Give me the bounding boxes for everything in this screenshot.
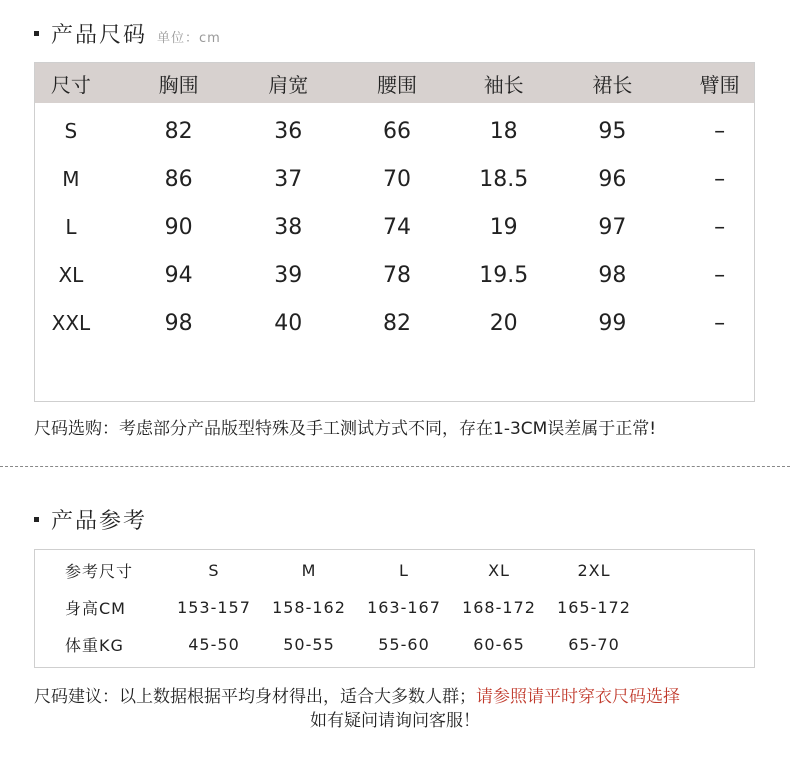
table-cell: – [714,118,726,144]
table-cell: 19 [489,214,518,240]
table-cell: 165-172 [557,597,631,617]
row-label: 参考尺寸 [65,561,134,581]
table-cell: 82 [164,118,193,144]
table-cell: 163-167 [367,597,441,617]
ref-section-title: 产品参考 [51,509,148,534]
table-cell: 40 [274,310,303,336]
size-unit-label: 单位：cm [157,31,221,46]
table-cell: 18 [489,118,518,144]
table-cell: 90 [164,214,193,240]
bullet-icon [34,517,39,522]
table-cell: 70 [382,166,411,192]
size-table-body [35,103,754,347]
table-cell: 50-55 [283,634,335,654]
table-cell: S [64,119,78,143]
advice-text: 尺码建议：以上数据根据平均身材得出，适合大多数人群； [34,687,476,707]
table-cell: – [714,262,726,288]
table-row [35,203,754,251]
table-cell: M [301,560,317,580]
header-cell: 尺寸 [50,72,91,97]
table-row [35,251,754,299]
dashed-divider [0,466,790,467]
table-cell: 94 [164,262,193,288]
table-cell: 95 [598,118,627,144]
table-cell: 153-157 [177,597,251,617]
reference-table [34,549,755,668]
contact-note: 如有疑问请询问客服！ [310,711,480,731]
table-row [35,107,754,155]
table-cell: 37 [274,166,303,192]
table-cell: – [714,214,726,240]
table-cell: 36 [274,118,303,144]
size-selection-note: 尺码选购：考虑部分产品版型特殊及手工测试方式不同，存在1-3CM误差属于正常! [34,419,657,439]
table-cell: 66 [382,118,411,144]
table-cell: 20 [489,310,518,336]
table-cell: L [65,215,77,239]
table-cell: – [714,166,726,192]
table-cell: 55-60 [378,634,430,654]
table-cell: S [208,560,220,580]
row-label: 身高CM [65,598,126,618]
bullet-icon [34,31,39,36]
table-cell: 158-162 [272,597,346,617]
table-cell: 19.5 [479,262,529,288]
table-cell: – [714,310,726,336]
table-cell: L [399,560,409,580]
table-cell: 74 [382,214,411,240]
table-cell: 99 [598,310,627,336]
header-cell: 肩宽 [268,72,309,97]
header-cell: 臂围 [699,72,740,97]
size-table-header [35,63,754,103]
table-cell: 97 [598,214,627,240]
table-cell: XL [488,560,510,580]
header-cell: 胸围 [158,72,199,97]
table-cell: 98 [598,262,627,288]
table-row [35,155,754,203]
table-cell: 78 [382,262,411,288]
size-table [34,62,755,402]
header-cell: 腰围 [376,72,417,97]
advice-highlight: 请参照请平时穿衣尺码选择 [476,687,680,707]
table-cell: M [62,167,80,191]
size-section-title: 产品尺码 [51,23,148,48]
row-label: 体重KG [65,635,124,655]
header-cell: 裙长 [592,72,633,97]
table-row [35,299,754,347]
table-cell: 18.5 [479,166,529,192]
table-cell: 38 [274,214,303,240]
ref-section-header [34,504,147,535]
table-cell: 65-70 [568,634,620,654]
size-section-header [34,18,221,49]
table-cell: 2XL [577,560,611,580]
table-cell: 86 [164,166,193,192]
table-cell: 98 [164,310,193,336]
size-advice-note [34,682,680,707]
table-cell: 96 [598,166,627,192]
header-cell: 袖长 [483,72,524,97]
table-cell: 168-172 [462,597,536,617]
table-cell: XXL [51,311,91,335]
table-cell: XL [58,263,84,287]
table-cell: 60-65 [473,634,525,654]
table-cell: 45-50 [188,634,240,654]
table-cell: 82 [382,310,411,336]
table-cell: 39 [274,262,303,288]
